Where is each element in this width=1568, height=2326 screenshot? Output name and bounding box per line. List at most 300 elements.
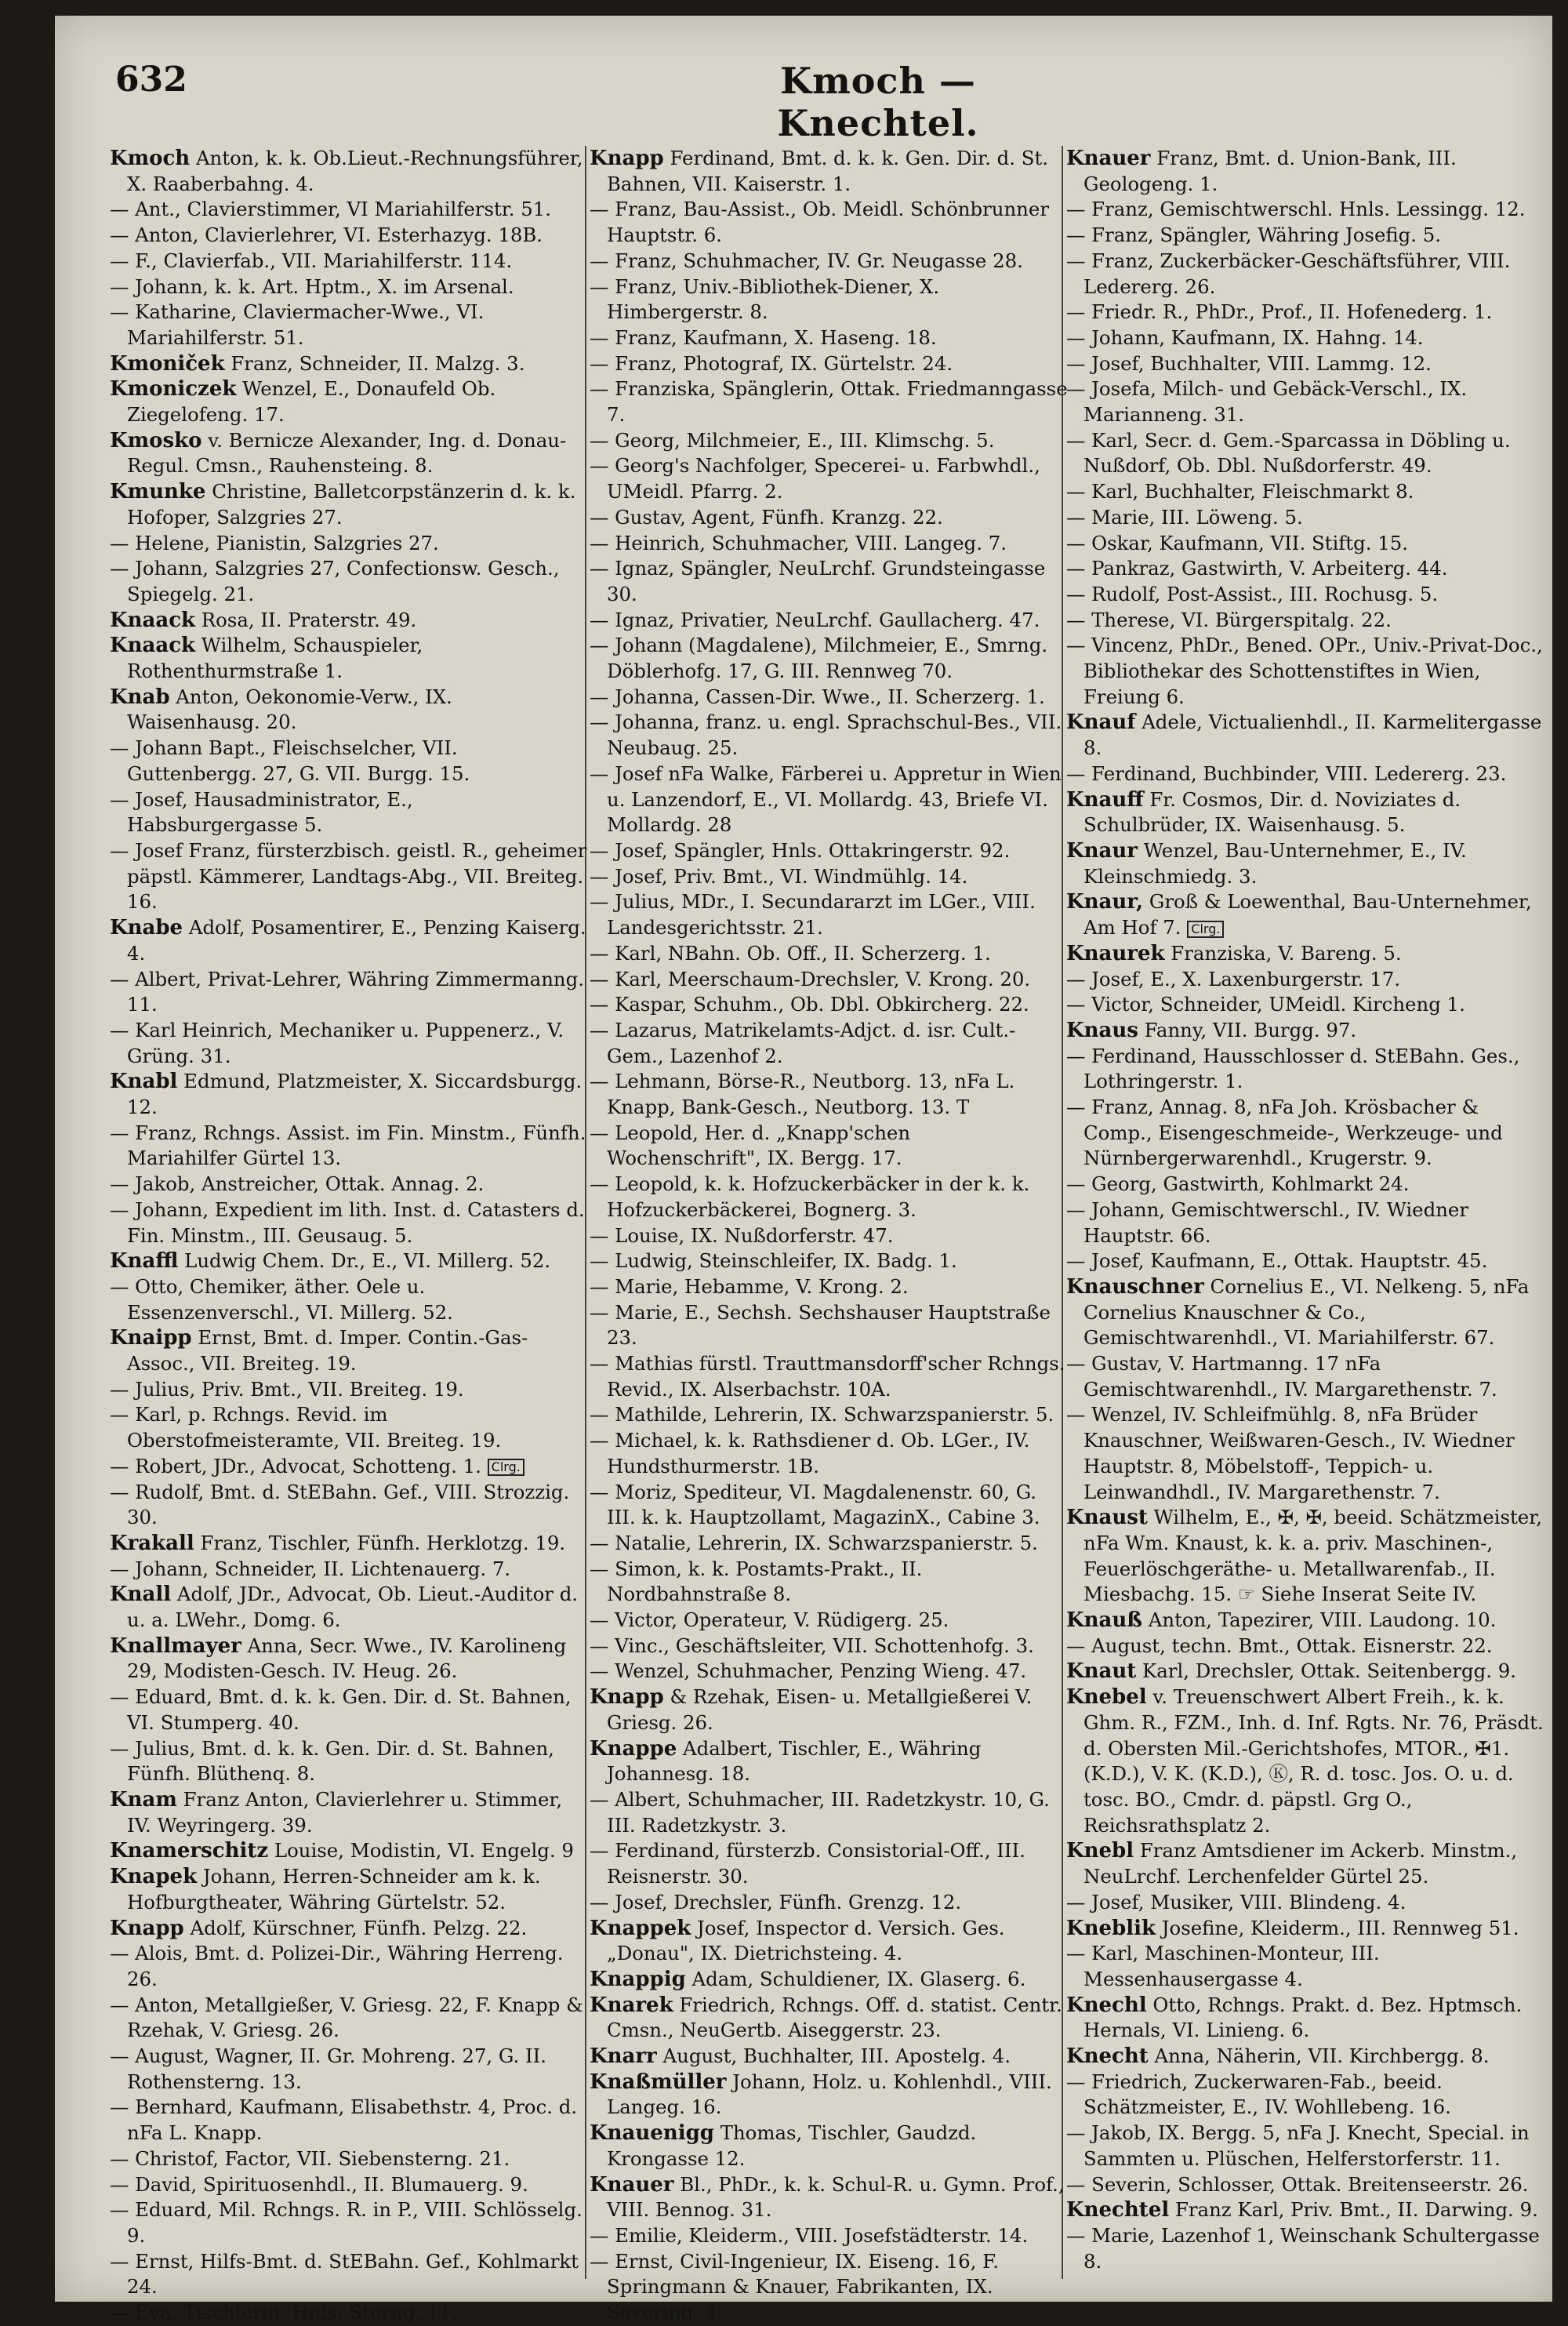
entry-text: — Franz, Kaufmann, X. Haseng. 18. (590, 325, 937, 349)
entry-text: — Franz, Schuhmacher, IV. Gr. Neugasse 28. (590, 249, 1023, 272)
directory-entry (110, 479, 588, 530)
directory-entry (110, 967, 588, 1018)
entry-surname: Knaipp (110, 1326, 192, 1350)
directory-entry (110, 1172, 588, 1198)
entry-text: — Jakob, IX. Bergg. 5, nFa J. Knecht, Special. in Sammten u. Plüschen, Helferstorferstr. 11. (1066, 2121, 1530, 2170)
directory-entry (590, 838, 1068, 864)
directory-entry (1066, 1172, 1544, 1198)
directory-entry (1066, 1608, 1544, 1634)
entry-text: — Marie, Lazenhof 1, Weinschank Schultergasse 8. (1066, 2223, 1540, 2273)
directory-entry (590, 2044, 1068, 2070)
entry-text: Franz Anton, Clavierlehrer u. Stimmer, IV. Weyringerg. 39. (127, 1788, 563, 1837)
directory-entry (1066, 1890, 1544, 1916)
entry-text: Franz Amtsdiener im Ackerb. Minstm., NeuLrchf. Lerchenfelder Gürtel 25. (1083, 1839, 1518, 1888)
entry-text: — August, Wagner, II. Gr. Mohreng. 27, G. II. Rothensterng. 13. (110, 2044, 547, 2093)
entry-surname: Knarek (590, 1993, 673, 2017)
directory-entry (590, 2070, 1068, 2121)
entry-text: — Johann, Gemischtwerschl., IV. Wiedner Hauptstr. 66. (1066, 1198, 1469, 1247)
directory-entry (1066, 249, 1544, 300)
directory-entry (590, 608, 1068, 634)
directory-entry (590, 1223, 1068, 1249)
entry-surname: Knechl (1066, 1993, 1147, 2017)
entry-text: Otto, Rchngs. Prakt. d. Bez. Hptmsch. Hernals, VI. Linieng. 6. (1083, 1993, 1523, 2042)
entry-text: Wenzel, Bau-Unternehmer, E., IV. Kleinschmiedg. 3. (1083, 838, 1467, 888)
entry-text: — Ignaz, Spängler, NeuLrchf. Grundsteingasse 30. (590, 557, 1046, 605)
entry-text: — Albert, Privat-Lehrer, Währing Zimmermanng. 11. (110, 967, 585, 1016)
clearing-badge: Clrg. (488, 1459, 524, 1476)
directory-entry (590, 376, 1068, 427)
entry-text: — Victor, Operateur, V. Rüdigerg. 25. (590, 1608, 949, 1632)
entry-text: Christine, Balletcorpstänzerin d. k. k. Hofoper, Salzgries 27. (127, 480, 576, 529)
directory-entry (590, 1890, 1068, 1916)
directory-entry (110, 2172, 588, 2198)
entry-text: Ludwig Chem. Dr., E., VI. Millerg. 52. (178, 1249, 551, 1273)
entry-surname: Knapek (110, 1865, 198, 1889)
entry-text: Anna, Secr. Wwe., IV. Karolineng 29, Modisten-Gesch. IV. Heug. 26. (127, 1634, 567, 1683)
entry-surname: Knall (110, 1583, 172, 1607)
entry-text: Anton, Tapezirer, VIII. Laudong. 10. (1142, 1608, 1497, 1632)
entry-text: — Marie, E., Sechsh. Sechshauser Hauptstraße 23. (590, 1300, 1051, 1350)
entry-surname: Knappek (590, 1916, 691, 1940)
entry-text: — Ferdinand, Hausschlosser d. StEBahn. Ges., Lothringerstr. 1. (1066, 1044, 1520, 1093)
entry-text: — Franz, Rchngs. Assist. im Fin. Minstm., Fünfh. Mariahilfer Gürtel 13. (110, 1121, 586, 1170)
entry-text: Ernst, Bmt. d. Imper. Contin.-Gas-Assoc., VII. Breiteg. 19. (127, 1326, 528, 1376)
entry-text: — Johann Bapt., Fleischselcher, VII. Guttenbergg. 27, G. VII. Burgg. 15. (110, 736, 470, 785)
directory-entry (590, 685, 1068, 711)
directory-entry (590, 2172, 1068, 2223)
entry-text: — Johann, k. k. Art. Hptm., X. im Arsenal. (110, 274, 514, 298)
entry-surname: Knappig (590, 1967, 686, 1991)
directory-entry (110, 223, 588, 249)
directory-entry (110, 1377, 588, 1403)
directory-entry (110, 249, 588, 274)
directory-entry (590, 992, 1068, 1018)
entry-text: — Helene, Pianistin, Salzgries 27. (110, 531, 439, 554)
directory-entry (590, 941, 1068, 967)
directory-entry (1066, 376, 1544, 427)
entry-text: — Karl, Buchhalter, Fleischmarkt 8. (1066, 480, 1414, 503)
entry-text: — Friedr. R., PhDr., Prof., II. Hofenederg. 1. (1066, 300, 1493, 324)
entry-text: — David, Spirituosenhdl., II. Blumauerg. 9. (110, 2172, 528, 2196)
directory-entry (110, 685, 588, 736)
entry-text: — Johanna, franz. u. engl. Sprachschul-Bes., VII. Neubaug. 25. (590, 711, 1062, 760)
directory-entry (1066, 1044, 1544, 1095)
directory-entry (110, 1325, 588, 1376)
entry-surname: Knaut (1066, 1659, 1137, 1684)
entry-text: Ferdinand, Bmt. d. k. k. Gen. Dir. d. St. Bahnen, VII. Kaiserstr. 1. (607, 147, 1049, 195)
directory-entry (110, 1402, 588, 1453)
entry-text: Karl, Drechsler, Ottak. Seitenbergg. 9. (1136, 1659, 1517, 1683)
directory-entry (1066, 1505, 1544, 1608)
entry-text: — Josef, Hausadministrator, E., Habsburgergasse 5. (110, 787, 413, 837)
entry-text: — Ferdinand, fürsterzb. Consistorial-Off., III. Reisnerstr. 30. (590, 1839, 1025, 1888)
entry-surname: Knaur (1066, 838, 1138, 863)
entry-text: Adolf, Kürschner, Fünfh. Pelzg. 22. (183, 1916, 528, 1939)
directory-entry (590, 889, 1068, 940)
directory-entry (590, 1018, 1068, 1069)
directory-entry (1066, 1685, 1544, 1838)
directory-entry (590, 761, 1068, 838)
entry-text: Friedrich, Rchngs. Off. d. statist. Centr. Cmsn., NeuGertb. Aiseggerstr. 23. (607, 1993, 1062, 2042)
directory-entry (1066, 223, 1544, 249)
entry-text: Anton, k. k. Ob.Lieut.-Rechnungsführer, X. Raaberbahng. 4. (127, 147, 583, 195)
directory-entry (590, 453, 1068, 504)
entry-text: — Lehmann, Börse-R., Neutborg. 13, nFa L. Knapp, Bank-Gesch., Neutborg. 13. T (590, 1070, 1015, 1119)
directory-entry (110, 2146, 588, 2172)
entry-text: — Kaspar, Schuhm., Ob. Dbl. Obkircherg. 22. (590, 993, 1029, 1016)
directory-entry (590, 1069, 1068, 1120)
directory-entry (590, 1248, 1068, 1274)
entry-text: — Oskar, Kaufmann, VII. Stiftg. 15. (1066, 531, 1408, 554)
directory-entry (1066, 1916, 1544, 1942)
entry-text: — Simon, k. k. Postamts-Prakt., II. Nordbahnstraße 8. (590, 1557, 923, 1606)
directory-entry (1066, 2223, 1544, 2274)
directory-entry (590, 1838, 1068, 1889)
directory-entry (1066, 325, 1544, 351)
entry-text: — Josef, Musiker, VIII. Blindeng. 4. (1066, 1890, 1406, 1913)
entry-text: Josefine, Kleiderm., III. Rennweg 51. (1156, 1916, 1519, 1939)
directory-entry (110, 1864, 588, 1915)
directory-entry (590, 531, 1068, 557)
entry-text: Johann, Holz. u. Kohlenhdl., VIII. Langeg. 16. (607, 2070, 1052, 2119)
entry-text: — Louise, IX. Nußdorferstr. 47. (590, 1223, 894, 1247)
entry-surname: Knamerschitz (110, 1839, 269, 1863)
directory-entry (1066, 1198, 1544, 1248)
directory-entry (1066, 300, 1544, 325)
directory-entry (590, 197, 1068, 248)
directory-entry (1066, 710, 1544, 761)
directory-entry (1066, 351, 1544, 377)
entry-text: — Wenzel, IV. Schleifmühlg. 8, nFa Brüder Knauschner, Weißwaren-Gesch., IV. Wiedner Hauptstr. 8, Möbelstoff-, Teppich- u. Leinwandhdl., IV. Margarethenstr. 7. (1066, 1403, 1515, 1503)
entry-text: — Johann, Expedient im lith. Inst. d. Catasters d. Fin. Minstm., III. Geusaug. 5. (110, 1198, 585, 1247)
directory-entry (110, 197, 588, 223)
entry-surname: Knauff (1066, 787, 1144, 812)
entry-text: Fanny, VII. Burgg. 97. (1138, 1018, 1357, 1041)
entry-text: — Natalie, Lehrerin, IX. Schwarzspanierstr. 5. (590, 1531, 1038, 1554)
directory-entry (590, 325, 1068, 351)
directory-entry (110, 1634, 588, 1685)
directory-entry (110, 787, 588, 838)
directory-entry (110, 376, 588, 427)
directory-entry (1066, 2044, 1544, 2070)
entry-text: — Karl, Meerschaum-Drechsler, V. Krong. 20. (590, 967, 1031, 990)
entry-surname: Knappe (590, 1736, 677, 1761)
entry-surname: Knauer (1066, 147, 1151, 170)
directory-entry (110, 274, 588, 300)
directory-entry (1066, 761, 1544, 787)
entry-text: Rosa, II. Praterstr. 49. (195, 608, 417, 631)
directory-entry (590, 1172, 1068, 1223)
directory-entry (110, 556, 588, 607)
directory-page (55, 16, 1552, 2324)
entry-text: — Karl, Secr. d. Gem.-Sparcassa in Döbling u. Nußdorf, Ob. Dbl. Nußdorferstr. 49. (1066, 428, 1511, 478)
directory-entry (110, 1941, 588, 1992)
entry-text: — Marie, Hebamme, V. Krong. 2. (590, 1274, 909, 1298)
entry-text: — Ludwig, Steinschleifer, IX. Badg. 1. (590, 1249, 957, 1273)
directory-entry (110, 1274, 588, 1325)
directory-entry (590, 2249, 1068, 2326)
entry-surname: Kmunke (110, 480, 206, 504)
directory-entry (110, 1838, 588, 1864)
entry-text: Adam, Schuldiener, IX. Glaserg. 6. (685, 1967, 1026, 1990)
directory-entry (590, 2121, 1068, 2172)
entry-text: — Moriz, Spediteur, VI. Magdalenenstr. 60, G. III. k. k. Hauptzollamt, MagazinX., Cabine 3. (590, 1480, 1040, 1529)
entry-surname: Knaurek (1066, 941, 1165, 965)
directory-entry (1066, 1018, 1544, 1044)
entry-text: — Albert, Schuhmacher, III. Radetzkystr. 10, G. III. Radetzkystr. 3. (590, 1788, 1050, 1837)
entry-text: — Franz, Annag. 8, nFa Joh. Krösbacher & Comp., Eisengeschmeide-, Werkzeuge- und Nürnbergerwarenhdl., Krugerstr. 9. (1066, 1096, 1503, 1170)
directory-entry (590, 1557, 1068, 1608)
entry-surname: Knabe (110, 916, 183, 940)
entry-text: Anton, Oekonomie-Verw., IX. Waisenhausg. 20. (127, 685, 452, 734)
entry-surname: Knauf (1066, 711, 1136, 735)
directory-entry (1066, 531, 1544, 557)
entry-text: — Josef, E., X. Laxenburgerstr. 17. (1066, 967, 1401, 990)
directory-entry (590, 1685, 1068, 1735)
directory-entry (590, 556, 1068, 607)
entry-text: Franz, Schneider, II. Malzg. 3. (224, 351, 525, 375)
entry-text: — Vinc., Geschäftsleiter, VII. Schottenhofg. 3. (590, 1634, 1034, 1657)
directory-entry (110, 1121, 588, 1172)
entry-text: v. Treuenschwert Albert Freih., k. k. Ghm. R., FZM., Inh. d. Inf. Rgts. Nr. 76, Präsdt. d. Obersten Mil.-Gerichtshofes, MTOR., ✠1. (K.D.), V. K. (K.D.), Ⓚ, R. d. tosc. Jos. O. u. d. tosc. BO., Cmdr. d. päpstl. Grg O., Reichsrathsplatz 2. (1083, 1685, 1544, 1837)
entry-text: — Franziska, Spänglerin, Ottak. Friedmanngasse 7. (590, 377, 1068, 427)
entry-text: — Georg, Gastwirth, Kohlmarkt 24. (1066, 1172, 1410, 1196)
directory-entry (1066, 889, 1544, 940)
directory-entry (110, 838, 588, 915)
entry-text: — Karl, Maschinen-Monteur, III. Messenhausergasse 4. (1066, 1942, 1380, 1990)
entry-text: — Josefa, Milch- und Gebäck-Verschl., IX. Marianneng. 31. (1066, 377, 1468, 427)
directory-entry (1066, 967, 1544, 993)
entry-text: Franziska, V. Bareng. 5. (1164, 941, 1402, 965)
entry-text: — Josef Franz, fürsterzbisch. geistl. R., geheimer päpstl. Kämmerer, Landtags-Abg., VII. Breiteg. 16. (110, 838, 587, 914)
entry-text: Edmund, Platzmeister, X. Siccardsburgg. 12. (127, 1070, 583, 1119)
entry-surname: Knarr (590, 2044, 657, 2069)
directory-entry (110, 1531, 588, 1557)
entry-text: — Julius, MDr., I. Secundararzt im LGer., VIII. Landesgerichtsstr. 21. (590, 890, 1036, 939)
directory-entry (1066, 1634, 1544, 1659)
entry-text: Franz, Tischler, Fünfh. Herklotzg. 19. (194, 1531, 566, 1554)
entry-surname: Knechtel (1066, 2198, 1170, 2222)
entry-text: — Friedrich, Zuckerwaren-Fab., beeid. Schätzmeister, E., IV. Wohllebeng. 16. (1066, 2070, 1451, 2119)
entry-text: — Alois, Bmt. d. Polizei-Dir., Währing Herreng. 26. (110, 1942, 564, 1990)
entry-surname: Knapp (590, 147, 664, 170)
entry-text: Josef, Inspector d. Versich. Ges. „Donau", IX. Dietrichsteing. 4. (607, 1916, 1005, 1965)
directory-entry (590, 1402, 1068, 1428)
directory-entry (590, 146, 1068, 197)
directory-entry (1066, 2172, 1544, 2198)
entry-surname: Knaur, (1066, 890, 1144, 914)
entry-surname: Kmoniczek (110, 377, 237, 402)
entry-surname: Knam (110, 1788, 177, 1812)
entry-text: — Victor, Schneider, UMeidl. Kircheng 1. (1066, 993, 1465, 1016)
directory-entry (110, 1480, 588, 1531)
entry-text: — Johann, Kaufmann, IX. Hahng. 14. (1066, 325, 1424, 349)
entry-text: — Georg, Milchmeier, E., III. Klimschg. 5. (590, 428, 995, 452)
entry-surname: Knebl (1066, 1839, 1134, 1863)
entry-text: — Michael, k. k. Rathsdiener d. Ob. LGer., IV. Hundsthurmerstr. 1B. (590, 1429, 1030, 1477)
directory-entry (110, 1787, 588, 1838)
directory-entry (1066, 428, 1544, 479)
directory-entry (590, 633, 1068, 684)
entry-text: — Rudolf, Post-Assist., III. Rochusg. 5. (1066, 582, 1439, 605)
directory-entry (590, 1480, 1068, 1531)
entry-text: — Karl Heinrich, Mechaniker u. Puppenerz., V. Grüng. 31. (110, 1018, 564, 1067)
entry-text: August, Buchhalter, III. Apostelg. 4. (656, 2044, 1011, 2068)
entry-surname: Knaust (1066, 1506, 1148, 1530)
entry-text: Wilhelm, Schauspieler, Rothenthurmstraße 1. (127, 634, 423, 683)
entry-text: Bl., PhDr., k. k. Schul-R. u. Gymn. Prof., VIII. Bennog. 31. (607, 2172, 1065, 2222)
directory-entry (1066, 941, 1544, 967)
entry-text: — Rudolf, Bmt. d. StEBahn. Gef., VIII. Strozzig. 30. (110, 1480, 570, 1529)
directory-entry (590, 428, 1068, 454)
entry-text: — Vincenz, PhDr., Bened. OPr., Univ.-Privat-Doc., Bibliothekar des Schottenstiftes in Wien, Freiung 6. (1066, 634, 1543, 708)
directory-entry (1066, 1095, 1544, 1172)
entry-surname: Kmoch (110, 147, 191, 170)
entry-text: — Georg's Nachfolger, Specerei- u. Farbwhdl., UMeidl. Pfarrg. 2. (590, 454, 1040, 503)
entry-text: — Ernst, Civil-Ingenieur, IX. Eiseng. 16, F. Springmann & Knauer, Fabrikanten, IX. Severing. 4. (590, 2249, 1000, 2324)
directory-entry (110, 1582, 588, 1633)
directory-entry (590, 1967, 1068, 1993)
entry-text: — Gustav, V. Hartmanng. 17 nFa Gemischtwarenhdl., IV. Margarethenstr. 7. (1066, 1352, 1497, 1401)
entry-text: — Leopold, k. k. Hofzuckerbäcker in der k. k. Hofzuckerbäckerei, Bognerg. 3. (590, 1172, 1030, 1221)
directory-entry (590, 1351, 1068, 1402)
directory-entry (590, 1428, 1068, 1479)
entry-surname: Kmoniček (110, 351, 225, 376)
directory-entry (590, 1300, 1068, 1351)
directory-entry (1066, 633, 1544, 710)
directory-entry (110, 1248, 588, 1274)
entry-text: — Jakob, Anstreicher, Ottak. Annag. 2. (110, 1172, 485, 1196)
directory-entry (110, 1736, 588, 1787)
directory-entry (110, 915, 588, 966)
directory-entry (1066, 1402, 1544, 1505)
entry-text: Groß & Loewenthal, Bau-Unternehmer, Am Hof 7. (1083, 890, 1532, 939)
entry-text: — Ferdinand, Buchbinder, VIII. Ledererg. 23. (1066, 761, 1507, 785)
directory-entry (590, 710, 1068, 761)
directory-entry (590, 1608, 1068, 1634)
entry-surname: Knabl (110, 1070, 178, 1094)
entry-text: — Wenzel, Schuhmacher, Penzing Wieng. 47. (590, 1659, 1027, 1683)
entry-text: Franz, Bmt. d. Union-Bank, III. Geologeng. 1. (1083, 147, 1457, 195)
entry-surname: Knauß (1066, 1608, 1143, 1633)
entry-text: — Franz, Zuckerbäcker-Geschäftsführer, VIII. Ledererg. 26. (1066, 249, 1511, 298)
directory-entry (1066, 146, 1544, 197)
entry-text: — Johann, Schneider, II. Lichtenauerg. 7. (110, 1557, 511, 1580)
entry-text: — Josef, Spängler, Hnls. Ottakringerstr. 92. (590, 838, 1011, 862)
entry-text: — Johann (Magdalene), Milchmeier, E., Smrng. Döblerhofg. 17, G. III. Rennweg 70. (590, 634, 1048, 683)
entry-text: Franz Karl, Priv. Bmt., II. Darwing. 9. (1169, 2198, 1538, 2222)
directory-entry (1066, 787, 1544, 838)
directory-entry (590, 1659, 1068, 1685)
entry-text: — Eva, Tischlerin, Hnls. Sterng. 11. (110, 2301, 458, 2324)
entry-text: — August, techn. Bmt., Ottak. Eisnerstr. 22. (1066, 1634, 1493, 1657)
directory-entry (110, 428, 588, 479)
entry-text: — Severin, Schlosser, Ottak. Breitenseerstr. 26. (1066, 2172, 1529, 2196)
entry-text: Adalbert, Tischler, E., Währing Johannesg. 18. (607, 1736, 982, 1786)
directory-entry (110, 1454, 588, 1480)
directory-entry (1066, 838, 1544, 889)
directory-entry (590, 967, 1068, 993)
entry-text: — Karl, p. Rchngs. Revid. im Oberstofmeisteramte, VII. Breiteg. 19. (110, 1403, 502, 1452)
entry-surname: Knauer (590, 2172, 674, 2197)
directory-entry (590, 1993, 1068, 2044)
entry-surname: Knab (110, 685, 170, 709)
directory-entry (110, 351, 588, 377)
entry-text: — Lazarus, Matrikelamts-Adjct. d. isr. Cult.-Gem., Lazenhof 2. (590, 1018, 1016, 1067)
entry-text: — Ignaz, Privatier, NeuLrchf. Gaullacherg. 47. (590, 608, 1040, 631)
directory-entry (590, 505, 1068, 531)
entry-text: — Johann, Salzgries 27, Confectionsw. Gesch., Spiegelg. 21. (110, 557, 560, 605)
directory-entry (110, 146, 588, 197)
entry-text: — Therese, VI. Bürgerspitalg. 22. (1066, 608, 1392, 631)
directory-entry (1066, 1659, 1544, 1685)
entry-text: — Franz, Spängler, Währing Josefig. 5. (1066, 224, 1442, 247)
directory-entry (590, 1274, 1068, 1300)
entry-surname: Knapp (590, 1685, 664, 1710)
entry-text: Fr. Cosmos, Dir. d. Noviziates d. Schulbrüder, IX. Waisenhausg. 5. (1083, 787, 1461, 837)
directory-entry (1066, 1993, 1544, 2044)
entry-text: — Josef, Kaufmann, E., Ottak. Hauptstr. 45. (1066, 1249, 1488, 1273)
entry-surname: Knebel (1066, 1685, 1147, 1710)
entry-surname: Knauenigg (590, 2121, 714, 2146)
entry-surname: Knapp (110, 1916, 184, 1940)
entry-text: Cornelius E., VI. Nelkeng. 5, nFa Cornelius Knauschner & Co., Gemischtwarenhdl., VI. Mariahilferstr. 67. (1083, 1274, 1530, 1350)
directory-entry (590, 1531, 1068, 1557)
directory-entry (1066, 1248, 1544, 1274)
directory-entry (110, 2095, 588, 2146)
entry-text: — F., Clavierfab., VII. Mariahilferstr. 114. (110, 249, 513, 272)
directory-entry (1066, 608, 1544, 634)
directory-entry (110, 1069, 588, 1120)
entry-text: — Anton, Clavierlehrer, VI. Esterhazyg. 18B. (110, 224, 543, 247)
directory-entry (590, 1916, 1068, 1967)
directory-entry (110, 300, 588, 351)
directory-entry (110, 633, 588, 684)
directory-entry (110, 2044, 588, 2095)
entry-surname: Knecht (1066, 2044, 1149, 2069)
directory-entry (110, 608, 588, 634)
page-number: 632 (115, 60, 187, 100)
entry-text: — Franz, Photograf, IX. Gürtelstr. 24. (590, 351, 953, 375)
directory-entry (590, 274, 1068, 325)
entry-text: — Josef nFa Walke, Färberei u. Appretur in Wien u. Lanzendorf, E., VI. Mollardg. 43, Briefe VI. Mollardg. 28 (590, 761, 1062, 837)
directory-entry (590, 249, 1068, 274)
entry-text: — Mathilde, Lehrerin, IX. Schwarzspanierstr. 5. (590, 1403, 1054, 1426)
entry-text: Louise, Modistin, VI. Engelg. 9 (268, 1839, 574, 1863)
entry-surname: Kmosko (110, 428, 202, 452)
entry-text: v. Bernicze Alexander, Ing. d. Donau-Regul. Cmsn., Rauhensteing. 8. (127, 428, 567, 478)
entry-text: — Katharine, Claviermacher-Wwe., VI. Mariahilferstr. 51. (110, 300, 485, 349)
entry-text: Adele, Victualienhdl., II. Karmelitergasse 8. (1083, 711, 1542, 760)
entry-text: Johann, Herren-Schneider am k. k. Hofburgtheater, Währing Gürtelstr. 52. (127, 1865, 541, 1913)
directory-entry (1066, 556, 1544, 582)
directory-entry (1066, 197, 1544, 223)
entry-text: — Franz, Univ.-Bibliothek-Diener, X. Himbergerstr. 8. (590, 274, 939, 324)
directory-entry (110, 1916, 588, 1942)
entry-surname: Krakall (110, 1531, 194, 1555)
entry-text: — Franz, Bau-Assist., Ob. Meidl. Schönbrunner Hauptstr. 6. (590, 198, 1049, 247)
directory-entry (110, 1198, 588, 1248)
column-1 (110, 146, 588, 2324)
directory-entry (110, 1993, 588, 2044)
column-3 (1066, 146, 1544, 2295)
entry-text: — Mathias fürstl. Trauttmansdorff'scher Rchngs. Revid., IX. Alserbachstr. 10A. (590, 1352, 1065, 1401)
directory-entry (590, 864, 1068, 890)
entry-text: — Josef, Priv. Bmt., VI. Windmühlg. 14. (590, 864, 968, 888)
column-2 (590, 146, 1068, 2324)
entry-text: — Johanna, Cassen-Dir. Wwe., II. Scherzerg. 1. (590, 685, 1045, 708)
entry-text: — Christof, Factor, VII. Siebensterng. 21. (110, 2146, 510, 2170)
